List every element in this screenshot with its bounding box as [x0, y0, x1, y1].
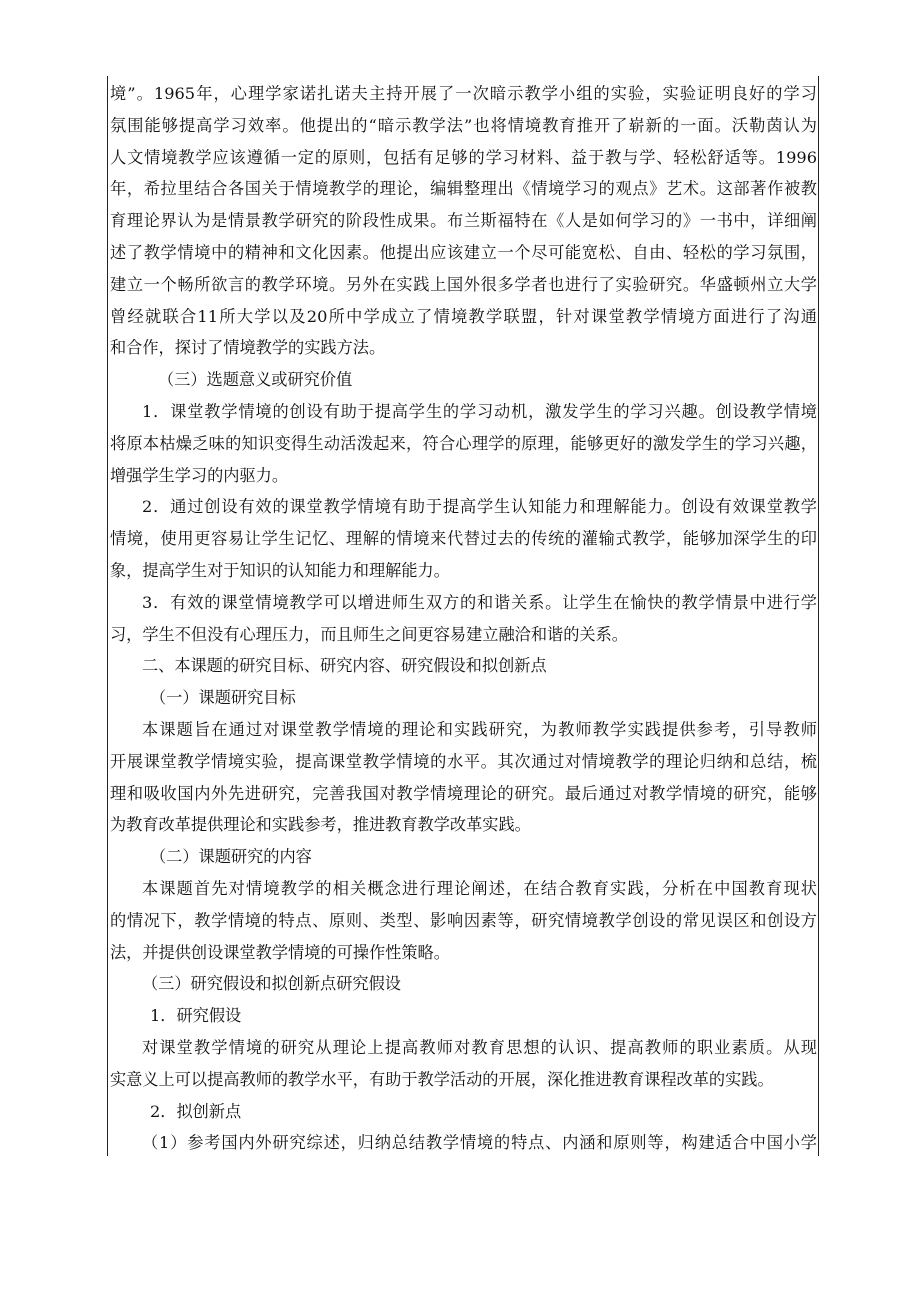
text-line: 人文情境教学应该遵循一定的原则，包括有足够的学习材料、益于教与学、轻松舒适等。1996 — [110, 147, 817, 167]
text-line: 本课题首先对情境教学的相关概念进行理论阐述，在结合教育实践，分析在中国教育现状 — [142, 878, 817, 898]
text-line: 述了教学情境中的精神和文化因素。他提出应该建立一个尽可能宽松、自由、轻松的学习氛围， — [110, 242, 817, 262]
text-line: 曾经就联合11所大学以及20所中学成立了情境教学联盟，针对课堂教学情境方面进行了沟通 — [110, 306, 817, 326]
text-line: 二、本课题的研究目标、研究内容、研究假设和拟创新点 — [142, 656, 547, 676]
document-body — [110, 78, 817, 1159]
text-line: 开展课堂教学情境实验，提高课堂教学情境的水平。其次通过对情境教学的理论归纳和总结，梳 — [110, 751, 817, 771]
text-line: 育理论界认为是情景教学研究的阶段性成果。布兰斯福特在《人是如何学习的》一书中，详细阐 — [110, 211, 817, 231]
text-line: （1）参考国内外研究综述，归纳总结教学情境的特点、内涵和原则等，构建适合中国小学 — [142, 1133, 817, 1153]
text-line: 情境，使用更容易让学生记忆、理解的情境来代替过去的传统的灌输式教学，能够加深学生的印 — [110, 529, 817, 549]
text-line: 法，并提供创设课堂教学情境的可操作性策略。 — [110, 942, 450, 962]
text-line: 境”。1965年，心理学家诺扎诺夫主持开展了一次暗示教学小组的实验，实验证明良好的学习 — [110, 84, 817, 103]
text-line: （三）选题意义或研究价值 — [158, 370, 353, 390]
text-line: （三）研究假设和拟创新点研究假设 — [142, 974, 401, 994]
text-line: 年，希拉里结合各国关于情境教学的理论，编辑整理出《情境学习的观点》艺术。这部著作被教 — [110, 179, 817, 199]
text-line: 建立一个畅所欲言的教学环境。另外在实践上国外很多学者也进行了实验研究。华盛顿州立大学 — [110, 274, 817, 294]
text-line: 习，学生不但没有心理压力，而且师生之间更容易建立融洽和谐的关系。 — [110, 624, 628, 644]
text-line: 2．拟创新点 — [150, 1101, 242, 1121]
text-line: 1．课堂教学情境的创设有助于提高学生的学习动机，激发学生的学习兴趣。创设教学情境 — [142, 401, 817, 421]
text-line: 1．研究假设 — [150, 1006, 242, 1026]
text-line: （二）课题研究的内容 — [150, 847, 312, 867]
text-line: 3．有效的课堂情境教学可以增进师生双方的和谐关系。让学生在愉快的教学情景中进行学 — [142, 592, 817, 612]
text-line: 实意义上可以提高教师的教学水平，有助于教学活动的开展，深化推进教育课程改革的实践。 — [110, 1069, 774, 1089]
text-line: 2．通过创设有效的课堂教学情境有助于提高学生认知能力和理解能力。创设有效课堂教学 — [142, 497, 817, 517]
text-line: 增强学生学习的内驱力。 — [110, 465, 289, 485]
text-line: 氛围能够提高学习效率。他提出的“暗示教学法”也将情境教育推开了崭新的一面。沃勒茵认为 — [110, 115, 817, 135]
text-line: 的情况下，教学情境的特点、原则、类型、影响因素等，研究情境教学创设的常见误区和创设方 — [110, 910, 817, 930]
text-line: 本课题旨在通过对课堂教学情境的理论和实践研究，为教师教学实践提供参考，引导教师 — [142, 719, 817, 739]
text-line: 将原本枯燥乏味的知识变得生动活泼起来，符合心理学的原理，能够更好的激发学生的学习兴趣， — [110, 433, 817, 453]
text-line: 象，提高学生对于知识的认知能力和理解能力。 — [110, 560, 450, 580]
text-line: 为教育改革提供理论和实践参考，推进教育教学改革实践。 — [110, 815, 531, 835]
text-line: 对课堂教学情境的研究从理论上提高教师对教育思想的认识、提高教师的职业素质。从现 — [142, 1037, 817, 1057]
text-line: 和合作，探讨了情境教学的实践方法。 — [110, 338, 386, 358]
text-line: （一）课题研究目标 — [150, 688, 296, 708]
text-line: 理和吸收国内外先进研究，完善我国对教学情境理论的研究。最后通过对教学情境的研究，能够 — [110, 783, 817, 803]
